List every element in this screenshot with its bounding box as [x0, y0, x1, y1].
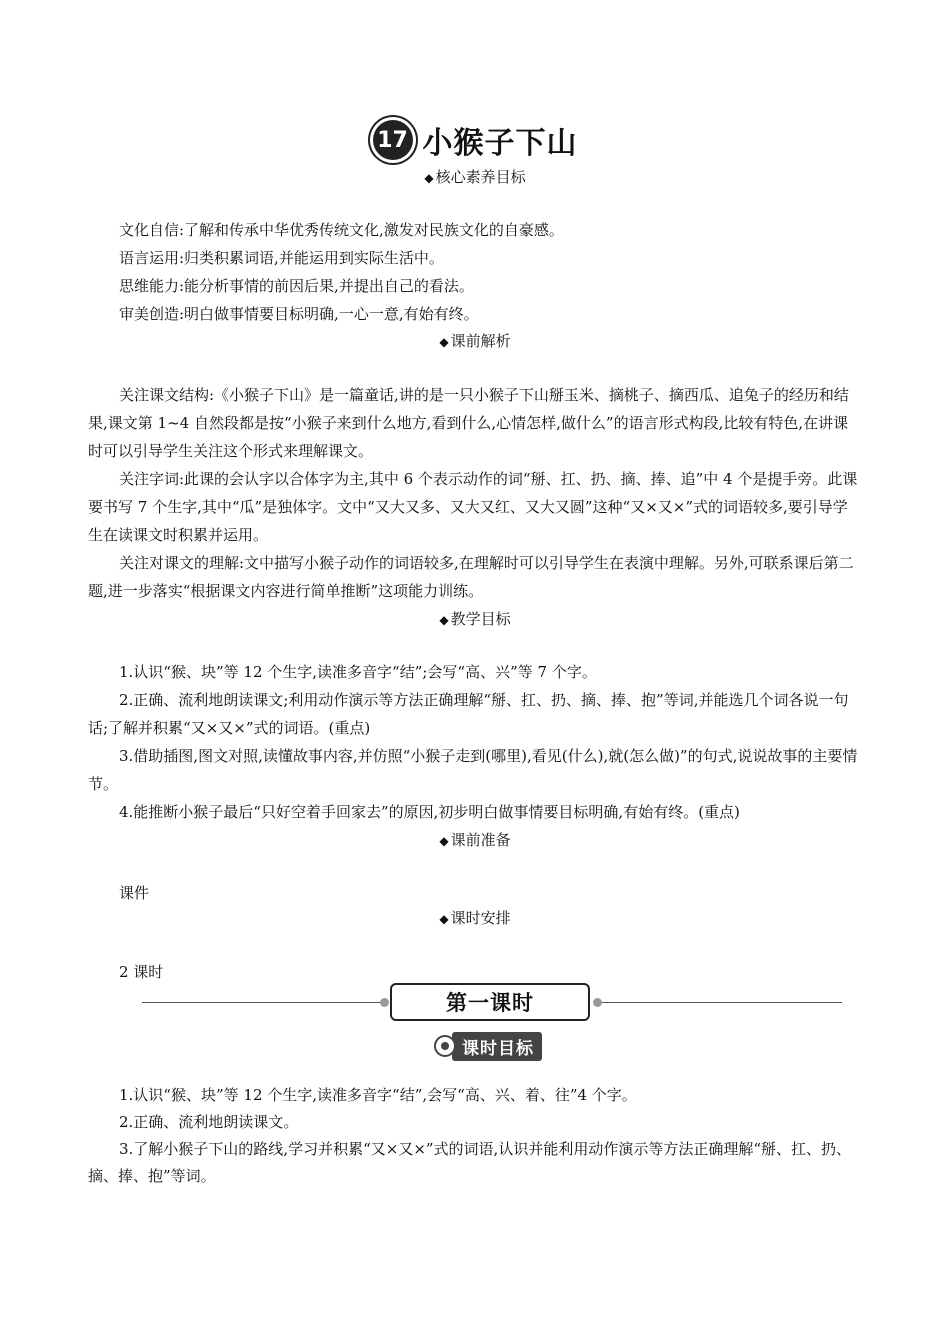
teaching-goal-item: 2.正确、流利地朗读课文;利用动作演示等方法正确理解“掰、扛、扔、摘、捧、抱”等词,并能选几个词各说一句话;了解并积累“又×又×”式的词语。(重点)	[88, 691, 849, 737]
first-lesson-goal-item: 3.了解小猴子下山的路线,学习并积累“又×又×”式的词语,认识并能利用动作演示等方法正确理解“掰、扛、扔、摘、捧、抱”等词。	[88, 1140, 851, 1185]
section-title: 课时安排	[450, 909, 511, 927]
divider-dot-left	[380, 998, 389, 1007]
lesson-goal-tag	[434, 1032, 542, 1060]
diamond-icon: ◆	[424, 171, 434, 185]
first-lesson-goals	[88, 1082, 860, 1190]
core-goal-item: 语言运用:归类积累词语,并能运用到实际生活中。	[119, 249, 444, 267]
section-pre-analysis	[0, 330, 950, 351]
lesson-goal-label: 课时目标	[452, 1032, 542, 1061]
teaching-goal-item: 4.能推断小猴子最后“只好空着手回家去”的原因,初步明白做事情要目标明确,有始有终。(重点)	[119, 803, 740, 821]
analysis-paragraph: 关注课文结构:《小猴子下山》是一篇童话,讲的是一只小猴子下山掰玉米、摘桃子、摘西瓜、追兔子的经历和结果,课文第 1~4 自然段都是按“小猴子来到什么地方,看到什么,心情怎样,做什么”的语言形式构段,比较有特色,在讲课时可以引导学生关注这个形式来理解课文。	[88, 386, 849, 460]
section-title: 教学目标	[450, 610, 511, 628]
core-goal-item: 审美创造:明白做事情要目标明确,一心一意,有始有终。	[119, 305, 479, 323]
target-icon	[434, 1035, 456, 1057]
core-goal-item: 思维能力:能分析事情的前因后果,并提出自己的看法。	[119, 277, 474, 295]
first-lesson-goal-item: 2.正确、流利地朗读课文。	[119, 1113, 299, 1131]
core-goals-list	[88, 216, 860, 328]
section-title: 课前准备	[450, 831, 511, 849]
section-core-goals	[0, 166, 950, 187]
core-goal-item: 文化自信:了解和传承中华优秀传统文化,激发对民族文化的自豪感。	[119, 221, 564, 239]
first-lesson-banner: 第一课时	[390, 983, 590, 1021]
teaching-goal-item: 3.借助插图,图文对照,读懂故事内容,并仿照“小猴子走到(哪里),看见(什么),就(怎么做)”的句式,说说故事的主要情节。	[88, 747, 858, 793]
first-lesson-goal-item: 1.认识“猴、块”等 12 个生字,读准多音字“结”,会写“高、兴、着、往”4 个字。	[119, 1086, 637, 1104]
section-title: 核心素养目标	[435, 168, 526, 186]
teaching-goal-item: 1.认识“猴、块”等 12 个生字,读准多音字“结”;会写“高、兴”等 7 个字。	[119, 663, 597, 681]
preparation-text: 课件	[119, 884, 150, 902]
lesson-header	[0, 118, 950, 162]
section-preparation	[0, 829, 950, 850]
section-teaching-goals	[0, 608, 950, 629]
diamond-icon: ◆	[439, 335, 449, 349]
analysis-list	[88, 381, 860, 605]
diamond-icon: ◆	[439, 834, 449, 848]
diamond-icon: ◆	[439, 912, 449, 926]
section-schedule	[0, 907, 950, 928]
analysis-paragraph: 关注字词:此课的会认字以合体字为主,其中 6 个表示动作的词“掰、扛、扔、摘、捧、追”中 4 个是提手旁。此课要书写 7 个生字,其中“瓜”是独体字。文中“又大又多、又大又红、又大又圆”这种“又×又×”式的词语较多,要引导学生在读课文时积累并运用。	[88, 470, 858, 544]
lesson-title: 小猴子下山	[422, 126, 578, 161]
divider-dot-right	[593, 998, 602, 1007]
analysis-paragraph: 关注对课文的理解:文中描写小猴子动作的词语较多,在理解时可以引导学生在表演中理解。另外,可联系课后第二题,进一步落实“根据课文内容进行简单推断”这项能力训练。	[88, 554, 854, 600]
lesson-number-badge: 17	[373, 120, 413, 160]
section-title: 课前解析	[450, 332, 511, 350]
diamond-icon: ◆	[439, 613, 449, 627]
teaching-goals-list	[88, 658, 860, 826]
schedule-text: 2 课时	[119, 963, 164, 981]
divider-left	[142, 1002, 382, 1003]
divider-right	[600, 1002, 842, 1003]
